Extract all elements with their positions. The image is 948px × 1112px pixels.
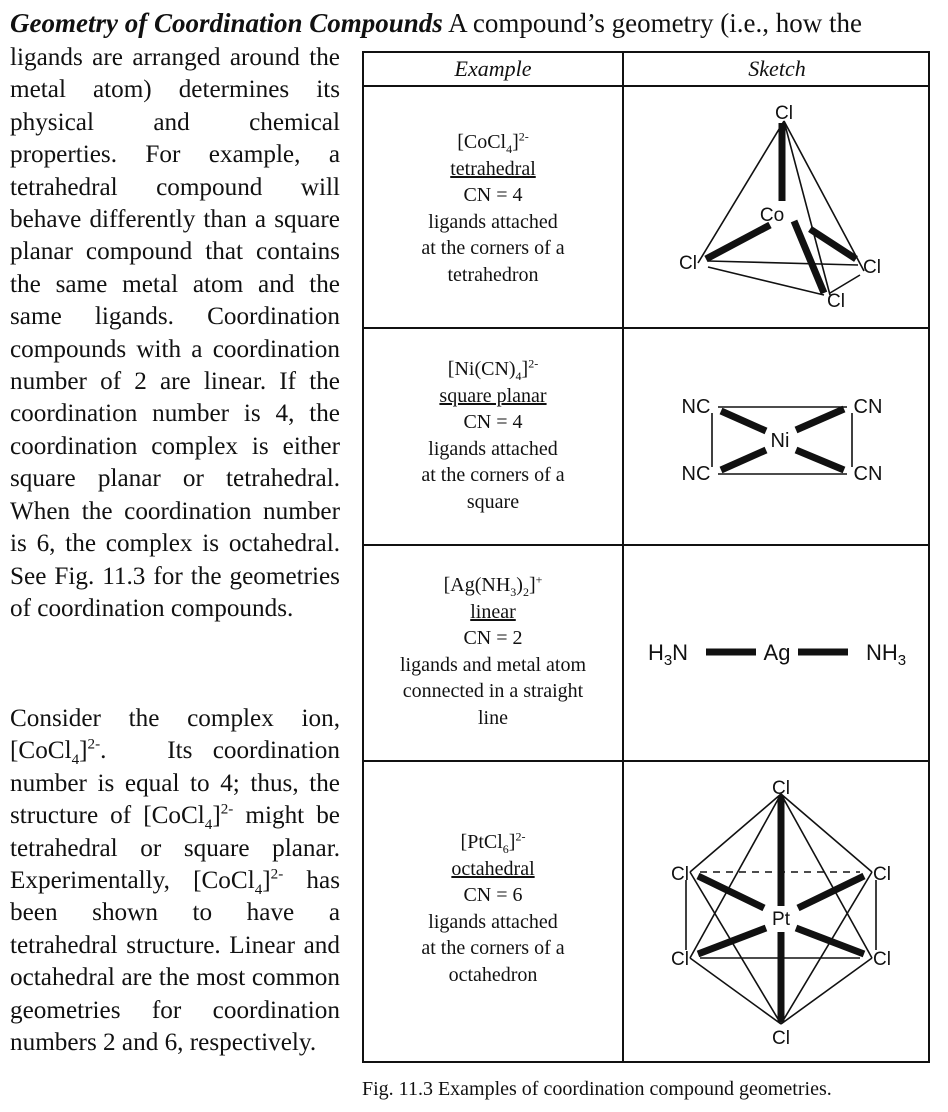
section-heading — [10, 6, 940, 40]
formula: [PtCl$_6$]$^{2-}$ — [460, 829, 526, 856]
ligand-label: Cl — [671, 864, 689, 885]
section-title: Geometry of Coordination Compounds — [10, 8, 443, 38]
header-example: Example — [454, 56, 532, 81]
description-line: ligands attached — [428, 910, 558, 933]
ligand-label: Cl — [873, 864, 891, 885]
ligand-label: Cl — [772, 778, 790, 799]
ligand-label: Cl — [679, 253, 697, 274]
description-line: at the corners of a — [421, 464, 565, 487]
geometry-table — [362, 51, 930, 1063]
geometry-name: square planar — [439, 384, 547, 407]
geometry-name: tetrahedral — [450, 157, 536, 180]
linear-diagram — [624, 546, 930, 760]
ion-formula: [CoCl$_4$]$^{2-}$ — [10, 737, 101, 769]
description-line: octahedron — [448, 963, 538, 986]
square-planar-diagram — [624, 329, 930, 544]
description-line: square — [466, 490, 520, 513]
ligand-label: NC — [681, 396, 711, 418]
description-line: tetrahedron — [447, 263, 539, 286]
coordination-number: CN = 6 — [463, 884, 523, 907]
ligand-label: Cl — [775, 103, 793, 124]
paragraph-geometry: ligands are arranged around the metal atom) determines its physical and chemical properties. For example, a tetrahedral compound will behave differently than a square planar compound that contains the same metal atom and the same ligands. Coordination compounds with a coordination number of 2 are linear. If the coordination number is 4, the coordination complex is either square planar or tetrahedral. When the coordination number is 6, the complex is octahedral. See Fig. 11.3 for the geometries of coordination compounds. — [10, 44, 340, 622]
tetrahedral-diagram — [624, 87, 930, 327]
sketch-octahedral — [624, 762, 930, 1061]
example-linear — [364, 572, 622, 732]
ligand-label: Cl — [863, 257, 881, 278]
octahedral-diagram — [624, 762, 930, 1061]
coordination-number: CN = 4 — [463, 184, 523, 207]
formula: $[Ag(NH_3)_2]^+$ — [443, 572, 543, 599]
ammonia-label: $H_3N$ — [647, 640, 689, 669]
geometry-name: linear — [470, 600, 516, 623]
description-line: at the corners of a — [421, 237, 565, 260]
p2-sentence-1: Consider the complex ion, — [10, 705, 340, 732]
p2-sentence-2: Its coordination number is equal to 4; thus, the structure of — [10, 737, 340, 830]
metal-label: Pt — [772, 909, 790, 930]
formula: $[Ni(CN)_4]^{2-}$ — [447, 356, 539, 383]
p2-sentence-4: has been shown to have a tetrahedral structure. Linear and octahedral are the most common geometries for coordination numbers 2 and 6, respectively. — [10, 867, 340, 1057]
ligand-label: CN — [853, 396, 883, 418]
header-sketch: Sketch — [748, 56, 806, 81]
sketch-linear — [624, 546, 930, 760]
metal-label: Co — [759, 205, 785, 226]
ligand-label: Cl — [671, 949, 689, 970]
coordination-number: CN = 4 — [463, 411, 523, 434]
metal-label: Ni — [770, 430, 790, 452]
geometry-name: octahedral — [451, 857, 535, 880]
example-tetrahedral — [364, 129, 622, 289]
description-line: line — [478, 706, 508, 729]
metal-label: Ag — [763, 640, 791, 665]
example-square-planar — [364, 356, 622, 516]
description-line: ligands attached — [428, 210, 558, 233]
ammonia-label: $NH_3$ — [865, 640, 907, 669]
example-octahedral — [364, 829, 622, 989]
figure-caption: Fig. 11.3 Examples of coordination compound geometries. — [362, 1078, 832, 1100]
ligand-label: Cl — [772, 1028, 790, 1049]
coordination-number: CN = 2 — [463, 627, 523, 650]
formula: [CoCl$_4$]$^{2-}$ — [457, 129, 529, 156]
description-line: at the corners of a — [421, 937, 565, 960]
description-line: connected in a straight — [402, 680, 584, 703]
sketch-tetrahedral — [624, 87, 930, 327]
ligand-label: CN — [853, 463, 883, 485]
paragraph-cocl4-example: Consider the complex ion, [CoCl$_4$]$^{2-}$. Its coordination number is equal to 4; thus, the structure of [CoCl$_4$]$^{2-}$ might be tetrahedral or square planar. Experimentally, [CoCl$_4$]$^{2-}$ has been shown to have a tetrahedral structure. Linear and octahedral are the most common geometries for coordination numbers 2 and 6, respectively. — [10, 705, 340, 1057]
ion-formula: [CoCl$_4$]$^{2-}$ — [193, 866, 284, 899]
ligand-label: Cl — [827, 291, 845, 312]
ion-formula: [CoCl$_4$]$^{2-}$ — [143, 801, 234, 834]
ligand-label: NC — [681, 463, 711, 485]
sketch-square-planar — [624, 329, 930, 544]
description-line: ligands attached — [428, 437, 558, 460]
ligand-label: Cl — [873, 949, 891, 970]
section-lead-text: A compound’s geometry (i.e., how the — [448, 8, 863, 38]
p2-sentence-3: might be tetrahedral or square planar. Experimentally, — [10, 802, 340, 895]
description-line: ligands and metal atom — [399, 653, 587, 676]
